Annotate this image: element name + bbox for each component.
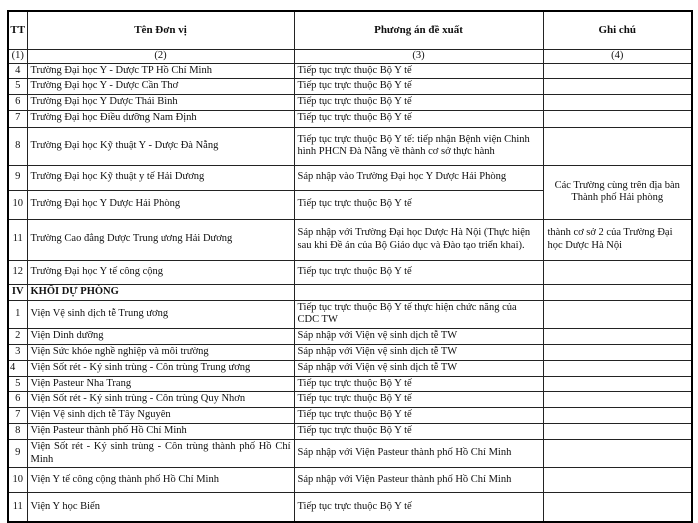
cell-proposal: Tiếp tục trực thuộc Bộ Y tế bbox=[294, 424, 543, 440]
cell-note bbox=[543, 345, 692, 361]
cell-note bbox=[543, 360, 692, 376]
cell-unit-name: Viện Pasteur Nha Trang bbox=[27, 376, 294, 392]
cell-tt: 10 bbox=[8, 190, 27, 219]
col-header-note: Ghi chú bbox=[543, 11, 692, 49]
cell-note: thành cơ sở 2 của Trường Đại học Dược Hà Nội bbox=[543, 219, 692, 260]
table-row bbox=[8, 493, 692, 522]
table-row bbox=[8, 79, 692, 95]
cell-note bbox=[543, 408, 692, 424]
cell-note bbox=[543, 493, 692, 522]
cell-proposal bbox=[294, 284, 543, 300]
cell-unit-name: Trường Đại học Y - Dược Cần Thơ bbox=[27, 79, 294, 95]
cell-tt: 9 bbox=[8, 165, 27, 190]
cell-proposal: Sáp nhập với Viện vệ sinh dịch tễ TW bbox=[294, 360, 543, 376]
col-index-3: (3) bbox=[294, 49, 543, 63]
table-row bbox=[8, 329, 692, 345]
cell-section-number: IV bbox=[8, 284, 27, 300]
cell-tt: 9 bbox=[8, 439, 27, 468]
cell-proposal: Sáp nhập với Viện vệ sinh dịch tễ TW bbox=[294, 345, 543, 361]
cell-tt: 6 bbox=[8, 392, 27, 408]
col-index-4: (4) bbox=[543, 49, 692, 63]
table-row bbox=[8, 408, 692, 424]
cell-note bbox=[543, 468, 692, 493]
cell-proposal: Tiếp tục trực thuộc Bộ Y tế thực hiện chức năng của CDC TW bbox=[294, 300, 543, 329]
table-body bbox=[8, 63, 692, 522]
cell-unit-name: Viện Vệ sinh dịch tễ Tây Nguyên bbox=[27, 408, 294, 424]
cell-proposal: Tiếp tục trực thuộc Bộ Y tế bbox=[294, 408, 543, 424]
table-row bbox=[8, 127, 692, 165]
cell-proposal: Tiếp tục trực thuộc Bộ Y tế: tiếp nhận Bệnh viện Chinh hình PHCN Đà Nẵng về thành cơ sở thực hành bbox=[294, 127, 543, 165]
cell-proposal: Tiếp tục trực thuộc Bộ Y tế bbox=[294, 63, 543, 79]
cell-tt: 4 bbox=[8, 360, 27, 376]
cell-tt: 1 bbox=[8, 300, 27, 329]
cell-unit-name: Viện Y tế công cộng thành phố Hồ Chí Minh bbox=[27, 468, 294, 493]
cell-proposal: Tiếp tục trực thuộc Bộ Y tế bbox=[294, 79, 543, 95]
cell-tt: 11 bbox=[8, 493, 27, 522]
cell-unit-name: Trường Đại học Y - Dược TP Hồ Chí Minh bbox=[27, 63, 294, 79]
cell-note bbox=[543, 260, 692, 284]
col-index-2: (2) bbox=[27, 49, 294, 63]
cell-note bbox=[543, 376, 692, 392]
cell-note bbox=[543, 110, 692, 127]
cell-note bbox=[543, 284, 692, 300]
cell-proposal: Sáp nhập vào Trường Đại học Y Dược Hải Phòng bbox=[294, 165, 543, 190]
cell-unit-name: Viện Sốt rét - Ký sinh trùng - Côn trùng thành phố Hồ Chí Minh bbox=[27, 439, 294, 468]
col-index-1: (1) bbox=[8, 49, 27, 63]
cell-note bbox=[543, 79, 692, 95]
cell-unit-name: Viện Vệ sinh dịch tễ Trung ương bbox=[27, 300, 294, 329]
cell-tt: 4 bbox=[8, 63, 27, 79]
cell-tt: 7 bbox=[8, 408, 27, 424]
table-row bbox=[8, 345, 692, 361]
table-row bbox=[8, 300, 692, 329]
column-index-row bbox=[8, 49, 692, 63]
cell-proposal: Tiếp tục trực thuộc Bộ Y tế bbox=[294, 95, 543, 111]
table-header bbox=[8, 11, 692, 63]
cell-note bbox=[543, 392, 692, 408]
cell-unit-name: Viện Y học Biển bbox=[27, 493, 294, 522]
cell-proposal: Tiếp tục trực thuộc Bộ Y tế bbox=[294, 110, 543, 127]
table-row bbox=[8, 110, 692, 127]
col-header-proposal: Phương án đề xuất bbox=[294, 11, 543, 49]
table-row bbox=[8, 95, 692, 111]
cell-note bbox=[543, 329, 692, 345]
cell-note bbox=[543, 439, 692, 468]
cell-tt: 3 bbox=[8, 345, 27, 361]
table-row bbox=[8, 424, 692, 440]
section-header-row bbox=[8, 284, 692, 300]
table-row bbox=[8, 439, 692, 468]
cell-unit-name: Viện Sốt rét - Ký sinh trùng - Côn trùng Trung ương bbox=[27, 360, 294, 376]
cell-unit-name: Trường Đại học Điều dưỡng Nam Định bbox=[27, 110, 294, 127]
cell-unit-name: Trường Đại học Y tế công cộng bbox=[27, 260, 294, 284]
cell-note bbox=[543, 127, 692, 165]
cell-proposal: Sáp nhập với Viện Pasteur thành phố Hồ Chí Minh bbox=[294, 439, 543, 468]
cell-unit-name: Viện Sức khỏe nghề nghiệp và môi trường bbox=[27, 345, 294, 361]
cell-note: Các Trường cùng trên địa bàn Thành phố Hải phòng bbox=[543, 165, 692, 219]
cell-unit-name: Trường Đại học Kỹ thuật y tế Hải Dương bbox=[27, 165, 294, 190]
cell-tt: 5 bbox=[8, 376, 27, 392]
cell-tt: 10 bbox=[8, 468, 27, 493]
cell-note bbox=[543, 63, 692, 79]
cell-proposal: Sáp nhập với Trường Đại học Dược Hà Nội (Thực hiện sau khi Đề án của Bộ Giáo dục và Đào tạo triển khai). bbox=[294, 219, 543, 260]
cell-tt: 2 bbox=[8, 329, 27, 345]
table-row bbox=[8, 376, 692, 392]
cell-tt: 6 bbox=[8, 95, 27, 111]
column-header-row bbox=[8, 11, 692, 49]
cell-note bbox=[543, 424, 692, 440]
table-row bbox=[8, 165, 692, 190]
cell-tt: 12 bbox=[8, 260, 27, 284]
cell-proposal: Tiếp tục trực thuộc Bộ Y tế bbox=[294, 392, 543, 408]
cell-section-title: KHỐI DỰ PHÒNG bbox=[27, 284, 294, 300]
cell-tt: 7 bbox=[8, 110, 27, 127]
cell-unit-name: Trường Cao đẳng Dược Trung ương Hải Dương bbox=[27, 219, 294, 260]
cell-proposal: Sáp nhập với Viện vệ sinh dịch tễ TW bbox=[294, 329, 543, 345]
cell-unit-name: Viện Pasteur thành phố Hồ Chí Minh bbox=[27, 424, 294, 440]
cell-unit-name: Trường Đại học Y Dược Hải Phòng bbox=[27, 190, 294, 219]
cell-unit-name: Trường Đại học Y Dược Thái Bình bbox=[27, 95, 294, 111]
table-row bbox=[8, 63, 692, 79]
cell-note bbox=[543, 95, 692, 111]
cell-unit-name: Viện Sốt rét - Ký sinh trùng - Côn trùng Quy Nhơn bbox=[27, 392, 294, 408]
cell-proposal: Sáp nhập với Viện Pasteur thành phố Hồ Chí Minh bbox=[294, 468, 543, 493]
table-row bbox=[8, 219, 692, 260]
table-row bbox=[8, 392, 692, 408]
proposal-table bbox=[7, 10, 693, 523]
cell-proposal: Tiếp tục trực thuộc Bộ Y tế bbox=[294, 260, 543, 284]
cell-tt: 5 bbox=[8, 79, 27, 95]
cell-note bbox=[543, 300, 692, 329]
cell-tt: 8 bbox=[8, 424, 27, 440]
table-row bbox=[8, 260, 692, 284]
cell-unit-name: Trường Đại học Kỹ thuật Y - Dược Đà Nẵng bbox=[27, 127, 294, 165]
cell-proposal: Tiếp tục trực thuộc Bộ Y tế bbox=[294, 376, 543, 392]
col-header-tt: TT bbox=[8, 11, 27, 49]
cell-tt: 8 bbox=[8, 127, 27, 165]
col-header-unit-name: Tên Đơn vị bbox=[27, 11, 294, 49]
table-row bbox=[8, 468, 692, 493]
table-row bbox=[8, 360, 692, 376]
cell-proposal: Tiếp tục trực thuộc Bộ Y tế bbox=[294, 493, 543, 522]
cell-unit-name: Viện Dinh dưỡng bbox=[27, 329, 294, 345]
cell-tt: 11 bbox=[8, 219, 27, 260]
cell-proposal: Tiếp tục trực thuộc Bộ Y tế bbox=[294, 190, 543, 219]
